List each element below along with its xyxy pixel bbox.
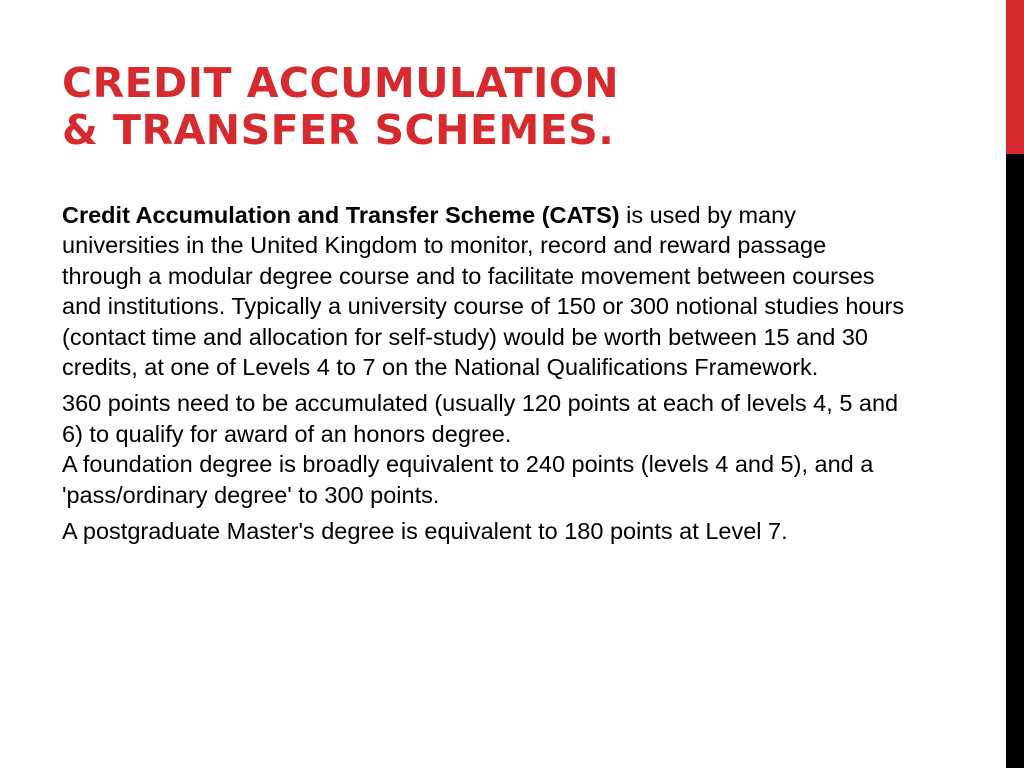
side-accent-bar-red: [1006, 0, 1024, 154]
slide-title: [62, 60, 962, 154]
cats-term: Credit Accumulation and Transfer Scheme (CATS): [62, 202, 620, 228]
paragraph-points-foundation: A foundation degree is broadly equivalent to 240 points (levels 4 and 5), and a 'pass/ordinary degree' to 300 points.: [62, 451, 874, 508]
paragraph-masters: A postgraduate Master's degree is equivalent to 180 points at Level 7.: [62, 518, 788, 545]
paragraph-points-honors: 360 points need to be accumulated (usually 120 points at each of levels 4, 5 and 6) to qualify for award of an honors degree.: [62, 390, 899, 447]
title-line-2: & TRANSFER SCHEMES.: [62, 106, 615, 154]
side-accent-bar-black: [1006, 154, 1024, 768]
paragraph-cats: [62, 200, 912, 382]
slide-body: [62, 200, 912, 552]
cats-description: is used by many universities in the United Kingdom to monitor, record and reward passage through a modular degree course and to facilitate movement between courses and institutions. Typically a university course of 150 or 300 notional studies hours (contact time and allocation for self-study) would be worth between 15 and 30 credits, at one of Levels 4 to 7 on the National Qualifications Framework.: [62, 202, 905, 381]
title-line-1: CREDIT ACCUMULATION: [62, 59, 620, 107]
